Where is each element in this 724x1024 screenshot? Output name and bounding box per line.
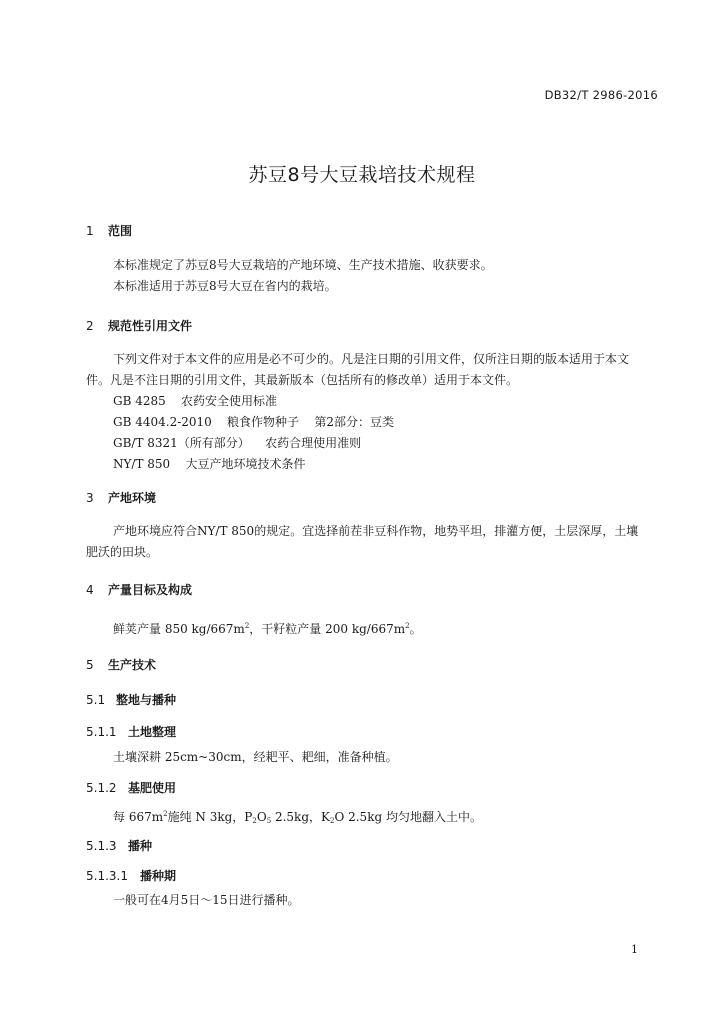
- text-run: ，干籽粒产量 200 kg/667m: [249, 622, 406, 636]
- section-title: 范围: [108, 224, 133, 238]
- paragraph: 件。凡是不注日期的引用文件，其最新版本（包括所有的修改单）适用于本文件。: [86, 373, 519, 387]
- section-5-1-1-heading: [86, 723, 176, 740]
- section-title: 规范性引用文件: [108, 319, 193, 333]
- section-number: 5.1.3.1: [86, 869, 128, 883]
- section-number: 5: [86, 658, 94, 672]
- section-3-heading: [86, 489, 156, 506]
- subscript: 2: [252, 817, 257, 825]
- paragraph: [113, 616, 683, 640]
- text-run: 每 667m: [113, 810, 164, 824]
- section-title: 播种期: [140, 869, 177, 883]
- standard-code: DB32/T 2986-2016: [544, 88, 658, 102]
- document-title: 苏豆8号大豆栽培技术规程: [248, 164, 476, 186]
- text-run: 2.5kg，K: [271, 810, 330, 824]
- section-title: 生产技术: [108, 658, 157, 672]
- reference-item: NY/T 850 大豆产地环境技术条件: [113, 457, 306, 471]
- section-5-heading: [86, 656, 156, 673]
- paragraph: 一般可在4月5日～15日进行播种。: [113, 893, 300, 907]
- paragraph: 下列文件对于本文件的应用是必不可少的。凡是注日期的引用文件，仅所注日期的版本适用于本文: [113, 352, 630, 366]
- section-number: 5.1: [86, 693, 106, 707]
- section-title: 产量目标及构成: [108, 583, 193, 597]
- text-run: 鲜荚产量 850 kg/667m: [113, 622, 245, 636]
- text-run: O 2.5kg 均匀地翻入土中。: [334, 810, 482, 824]
- section-title: 整地与播种: [116, 693, 177, 707]
- paragraph: 肥沃的田块。: [86, 545, 159, 559]
- text-run: 施纯 N 3kg，P: [167, 810, 253, 824]
- section-number: 5.1.2: [86, 781, 117, 795]
- reference-item: GB/T 8321（所有部分） 农药合理使用准则: [113, 436, 362, 450]
- section-5-1-3-heading: [86, 837, 152, 854]
- superscript: 2: [163, 810, 168, 818]
- text-run: O: [256, 810, 267, 824]
- paragraph: 土壤深耕 25cm~30cm，经耙平、耙细，准备种植。: [113, 750, 398, 764]
- section-title: 产地环境: [108, 491, 157, 505]
- superscript: 2: [405, 622, 410, 630]
- section-number: 2: [86, 319, 94, 333]
- subscript: 2: [329, 817, 335, 825]
- section-title: 土地整理: [128, 725, 177, 739]
- page-number: 1: [631, 943, 638, 956]
- superscript: 2: [244, 622, 250, 630]
- text-run: 。: [409, 622, 422, 636]
- section-2-heading: [86, 317, 192, 334]
- section-title: 播种: [128, 839, 153, 853]
- section-number: 4: [86, 583, 94, 597]
- subscript: 5: [266, 817, 272, 825]
- paragraph: 本标准适用于苏豆8号大豆在省内的栽培。: [113, 279, 337, 293]
- section-number: 3: [86, 491, 94, 505]
- section-number: 1: [86, 224, 94, 238]
- section-number: 5.1.3: [86, 839, 117, 853]
- section-4-heading: [86, 581, 192, 598]
- reference-item: GB 4285 农药安全使用标准: [113, 394, 278, 408]
- section-title: 基肥使用: [128, 781, 177, 795]
- section-5-1-3-1-heading: [86, 867, 176, 884]
- section-number: 5.1.1: [86, 725, 117, 739]
- paragraph: [113, 804, 683, 832]
- section-1-heading: [86, 222, 132, 239]
- section-5-1-heading: [86, 691, 176, 708]
- section-5-1-2-heading: [86, 779, 176, 796]
- paragraph: 本标准规定了苏豆8号大豆栽培的产地环境、生产技术措施、收获要求。: [113, 258, 493, 272]
- paragraph: 产地环境应符合NY/T 850的规定。宜选择前茬非豆科作物，地势平坦，排灌方便，土层深厚，土壤: [113, 524, 639, 538]
- reference-item: GB 4404.2-2010 粮食作物种子 第2部分：豆类: [113, 415, 394, 429]
